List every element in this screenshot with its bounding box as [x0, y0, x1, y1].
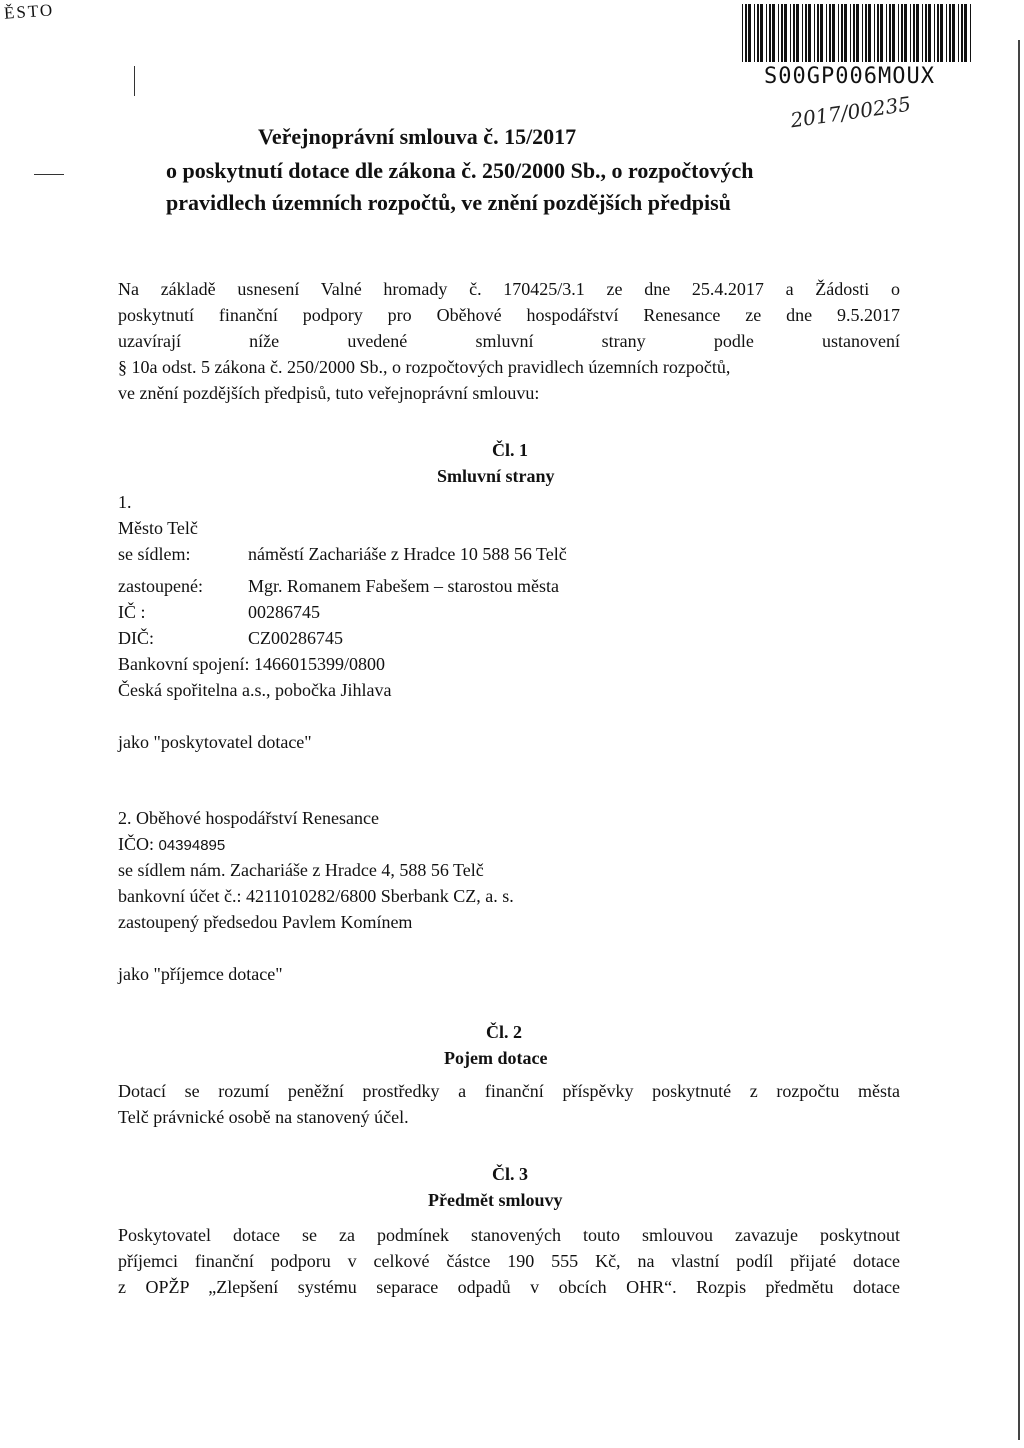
intro-line: Na základě usnesení Valné hromady č. 170425/3.1 ze dne 25.4.2017 a Žádosti o [118, 279, 900, 299]
barcode-bar [784, 4, 787, 62]
barcode-bar [916, 4, 919, 62]
barcode-bar [820, 4, 823, 62]
party1-role: jako "poskytovatel dotace" [118, 732, 312, 752]
article3-line: z OPŽP „Zlepšení systému separace odpadů v obcích OHR“. Rozpis předmětu dotace [118, 1277, 900, 1297]
article2-heading: Pojem dotace [444, 1048, 548, 1068]
barcode-bar [745, 4, 747, 62]
barcode-bar [817, 4, 819, 62]
ic-label: IČ : [118, 602, 146, 622]
barcode-bar [802, 4, 803, 62]
party1-ic [118, 602, 320, 623]
barcode-bar [970, 4, 971, 62]
barcode-bar [946, 4, 947, 62]
margin-mark-bar [134, 66, 135, 96]
barcode-bar [829, 4, 831, 62]
barcode-bar [901, 4, 903, 62]
corner-stamp: ĚSTO [3, 0, 55, 23]
article1-number: Čl. 1 [492, 440, 528, 460]
barcode-bar [898, 4, 899, 62]
barcode-bar [826, 4, 827, 62]
dic-label: DIČ: [118, 628, 154, 648]
barcode-bar [868, 4, 871, 62]
party2-name: 2. Oběhové hospodářství Renesance [118, 808, 379, 828]
contract-subtitle-line2: pravidlech územních rozpočtů, ve znění pozdějších předpisů [166, 190, 731, 215]
party1-seat [118, 544, 567, 565]
barcode-bar [838, 4, 839, 62]
barcode-bar [796, 4, 799, 62]
article2-number: Čl. 2 [486, 1022, 522, 1042]
article3-number: Čl. 3 [492, 1164, 528, 1184]
ico-value: 04394895 [158, 837, 226, 854]
article1-heading: Smluvní strany [437, 466, 555, 486]
contract-subtitle-line1: o poskytnutí dotace dle zákona č. 250/2000 Sb., o rozpočtových [166, 158, 754, 183]
barcode-bar [889, 4, 891, 62]
barcode-bar [925, 4, 927, 62]
barcode-bar [793, 4, 795, 62]
intro-line: uzavírají níže uvedené smluvní strany podle ustanovení [118, 331, 900, 351]
barcode-bar [844, 4, 847, 62]
barcode-code: S00GP006MOUX [764, 64, 935, 89]
barcode-bar [922, 4, 923, 62]
handwritten-number: 2017/00235 [788, 91, 913, 133]
barcode-bar [856, 4, 859, 62]
rep-value: Mgr. Romanem Fabešem – starostou města [248, 576, 559, 596]
party2-seat: se sídlem nám. Zachariáše z Hradce 4, 588 56 Telč [118, 860, 484, 880]
barcode-bar [865, 4, 867, 62]
barcode-bar [742, 4, 743, 62]
intro-line: § 10a odst. 5 zákona č. 250/2000 Sb., o rozpočtových pravidlech územních rozpočtů, [118, 357, 731, 377]
barcode-bar [961, 4, 963, 62]
seat-value: náměstí Zachariáše z Hradce 10 588 56 Telč [248, 544, 567, 564]
dic-value: CZ00286745 [248, 628, 344, 648]
barcode-bar [904, 4, 907, 62]
barcode-bar [781, 4, 783, 62]
party1-dic [118, 628, 343, 649]
barcode-bar [805, 4, 807, 62]
barcode-bar [880, 4, 883, 62]
barcode-bar [862, 4, 863, 62]
barcode-bar [949, 4, 951, 62]
barcode-bar [790, 4, 791, 62]
intro-line: poskytnutí finanční podpory pro Oběhové hospodářství Renesance ze dne 9.5.2017 [118, 305, 900, 325]
barcode-bar [874, 4, 875, 62]
barcode-bar [886, 4, 887, 62]
party1-representative [118, 576, 559, 597]
barcode-bar [769, 4, 771, 62]
barcode-bar [778, 4, 779, 62]
party2-representative: zastoupený předsedou Pavlem Komínem [118, 912, 413, 932]
party1-bank-name: Česká spořitelna a.s., pobočka Jihlava [118, 680, 392, 700]
barcode-bar [910, 4, 911, 62]
barcode [742, 4, 974, 62]
barcode-bar [748, 4, 751, 62]
rep-label: zastoupené: [118, 576, 203, 596]
ic-value: 00286745 [248, 602, 320, 622]
barcode-bar [892, 4, 895, 62]
barcode-bar [937, 4, 939, 62]
barcode-bar [832, 4, 835, 62]
barcode-bar [964, 4, 967, 62]
article3-heading: Předmět smlouvy [428, 1190, 563, 1210]
barcode-bar [850, 4, 851, 62]
barcode-bar [958, 4, 959, 62]
barcode-bar [772, 4, 775, 62]
article3-line: Poskytovatel dotace se za podmínek stanovených touto smlouvou zavazuje poskytnout [118, 1225, 900, 1245]
barcode-bar [940, 4, 943, 62]
barcode-bar [766, 4, 767, 62]
barcode-bar [757, 4, 759, 62]
barcode-bar [928, 4, 931, 62]
party1-name: Město Telč [118, 518, 198, 538]
barcode-bar [853, 4, 855, 62]
party2-role: jako "příjemce dotace" [118, 964, 283, 984]
barcode-bar [814, 4, 815, 62]
barcode-bar [754, 4, 755, 62]
page-edge-line [1018, 40, 1020, 1440]
barcode-bar [841, 4, 843, 62]
barcode-bar [934, 4, 935, 62]
article2-line: Dotací se rozumí peněžní prostředky a finanční příspěvky poskytnuté z rozpočtu města [118, 1081, 900, 1101]
barcode-bar [952, 4, 955, 62]
barcode-bar [913, 4, 915, 62]
barcode-bar [808, 4, 811, 62]
barcode-bar [877, 4, 879, 62]
article2-line: Telč právnické osobě na stanovený účel. [118, 1107, 409, 1127]
ico-label: IČO: [118, 834, 159, 854]
party1-bank: Bankovní spojení: 1466015399/0800 [118, 654, 385, 674]
seat-label: se sídlem: [118, 544, 191, 564]
party2-bank: bankovní účet č.: 4211010282/6800 Sberbank CZ, a. s. [118, 886, 514, 906]
intro-line: ve znění pozdějších předpisů, tuto veřejnoprávní smlouvu: [118, 383, 540, 403]
party1-index: 1. [118, 492, 132, 512]
party2-ico [118, 834, 225, 855]
article3-line: příjemci finanční podporu v celkové částce 190 555 Kč, na vlastní podíl přijaté dotace [118, 1251, 900, 1271]
contract-title: Veřejnoprávní smlouva č. 15/2017 [258, 124, 577, 149]
margin-mark-dash [34, 174, 64, 175]
barcode-bar [760, 4, 763, 62]
